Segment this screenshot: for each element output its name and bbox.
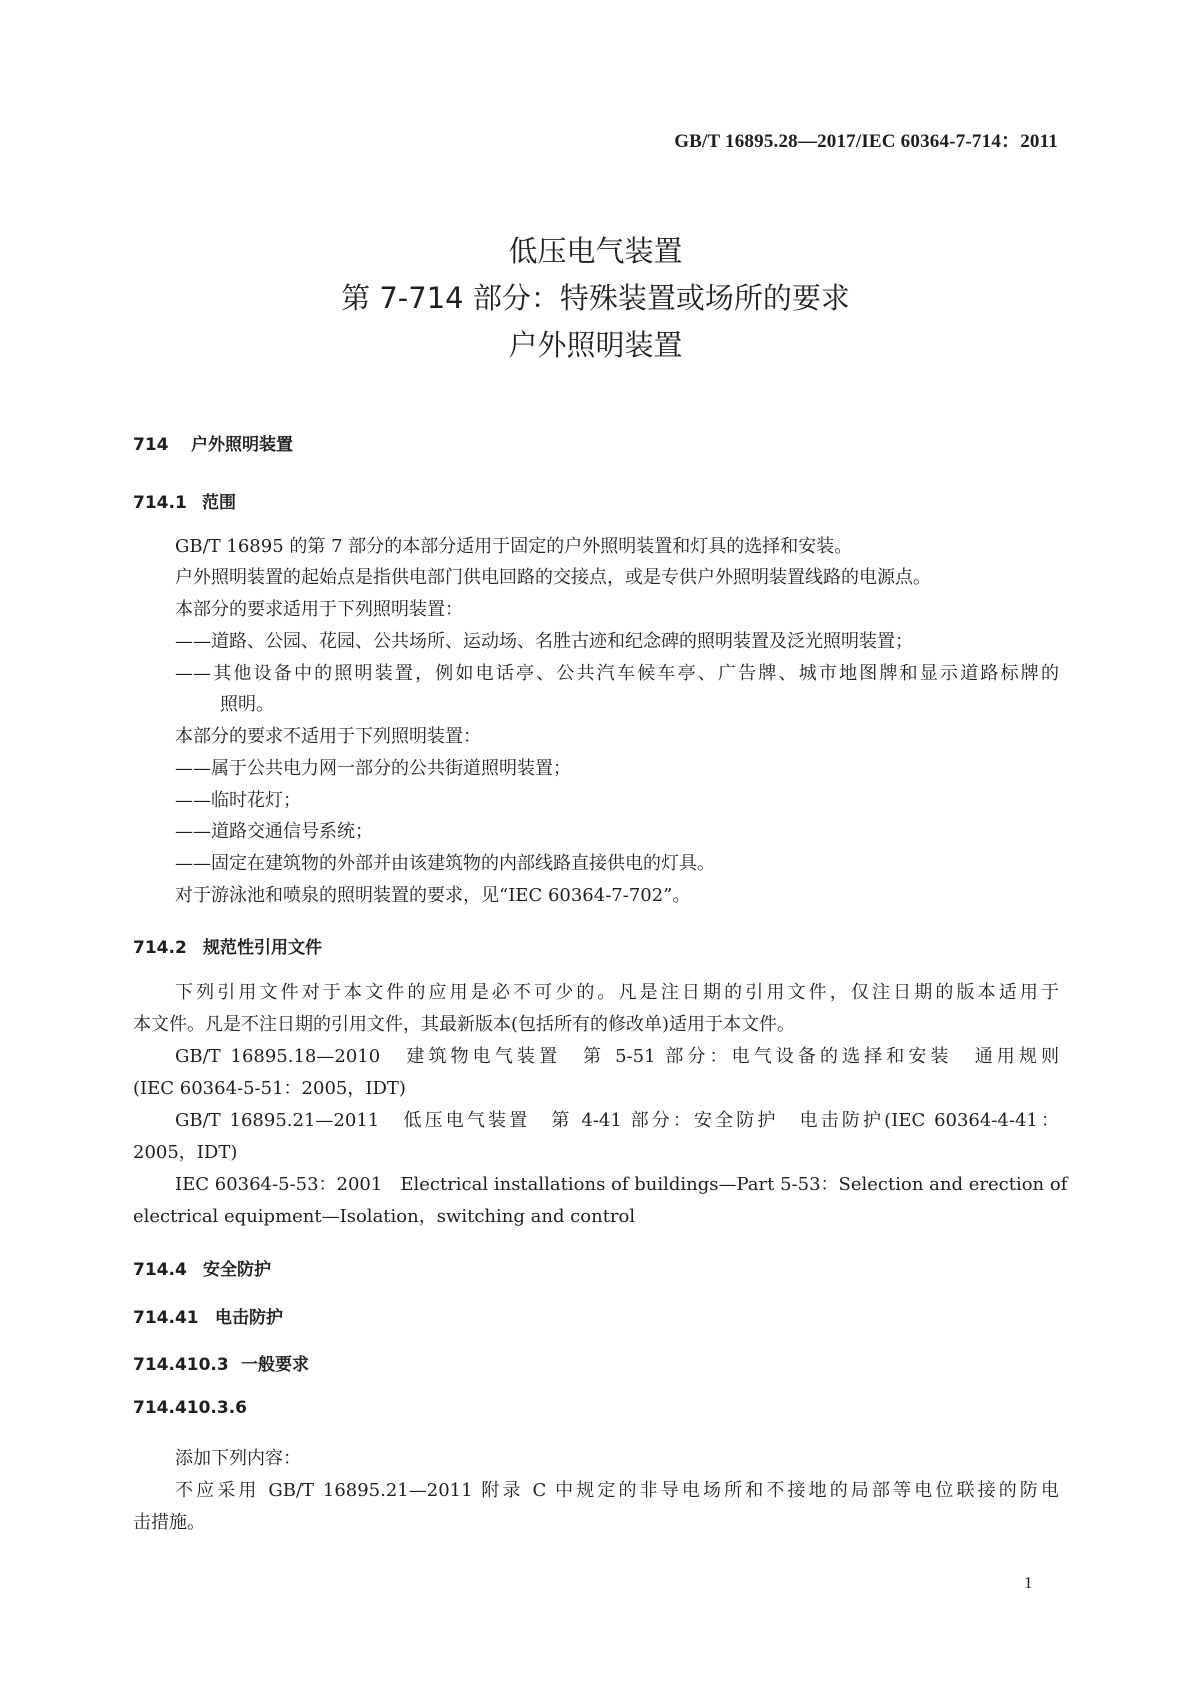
paragraph: 下列引用文件对于本文件的应用是必不可少的。凡是注日期的引用文件，仅注日期的版本适用于 [175,982,1059,1003]
title-line-1: 低压电气装置 [508,234,683,268]
paragraph: 本部分的要求不适用于下列照明装置： [175,726,481,747]
section-heading-714-2 [133,933,322,958]
section-title: 户外照明装置 [191,435,293,455]
section-number: 714.410.3 [133,1355,229,1375]
section-heading-714-410-3-6 [133,1398,247,1418]
page-number: 1 [1024,1573,1033,1592]
title-line-3: 户外照明装置 [508,328,683,362]
reference-item: GB/T 16895.18—2010 建筑物电气装置 第 5-51 部分：电气设备的选择和安装 通用规则 [175,1046,1059,1067]
paragraph: 添加下列内容： [175,1448,301,1469]
section-heading-714 [133,430,293,455]
section-number: 714.41 [133,1308,199,1328]
reference-item-continuation: (IEC 60364-5-51：2005，IDT) [133,1078,406,1099]
paragraph: 本部分的要求适用于下列照明装置： [175,599,463,620]
standard-number: GB/T 16895.28—2017/IEC 60364-7-714：2011 [674,131,1058,152]
section-heading-714-1 [133,488,236,513]
reference-item-continuation: 2005，IDT) [133,1142,238,1163]
list-item: ——道路交通信号系统； [175,821,373,842]
section-title: 安全防护 [203,1260,271,1280]
section-title: 电击防护 [215,1308,283,1328]
paragraph-continuation: 本文件。凡是不注日期的引用文件，其最新版本(包括所有的修改单)适用于本文件。 [133,1014,796,1035]
list-item: ——属于公共电力网一部分的公共街道照明装置； [175,758,571,779]
paragraph: 对于游泳池和喷泉的照明装置的要求，见“IEC 60364-7-702”。 [175,885,691,906]
section-title: 规范性引用文件 [203,938,322,958]
list-item: ——固定在建筑物的外部并由该建筑物的内部线路直接供电的灯具。 [175,853,715,874]
section-number: 714.410.3.6 [133,1398,248,1418]
list-item-continuation: 照明。 [220,694,274,715]
section-number: 714 [133,435,169,455]
section-title: 范围 [202,493,236,513]
section-title: 一般要求 [241,1355,309,1375]
list-item: ——道路、公园、花园、公共场所、运动场、名胜古迹和纪念碑的照明装置及泛光照明装置； [175,631,913,652]
document-title [0,228,1191,369]
section-number: 714.2 [133,938,187,958]
list-item: ——其他设备中的照明装置，例如电话亭、公共汽车候车亭、广告牌、城市地图牌和显示道路标牌的 [175,663,1059,684]
section-number: 714.4 [133,1260,187,1280]
section-heading-714-41 [133,1303,283,1328]
section-heading-714-410-3 [133,1350,309,1375]
section-number: 714.1 [133,493,187,513]
paragraph: GB/T 16895 的第 7 部分的本部分适用于固定的户外照明装置和灯具的选择和安装。 [175,536,853,557]
reference-item: IEC 60364-5-53：2001 Electrical installations of buildings—Part 5-53：Selection and erection of [175,1174,1068,1195]
reference-item: GB/T 16895.21—2011 低压电气装置 第 4-41 部分：安全防护 电击防护(IEC 60364-4-41： [175,1110,1059,1131]
title-line-2: 第 7-714 部分：特殊装置或场所的要求 [341,281,850,315]
section-heading-714-4 [133,1255,271,1280]
paragraph: 户外照明装置的起始点是指供电部门供电回路的交接点，或是专供户外照明装置线路的电源点。 [175,567,931,588]
reference-item-continuation: electrical equipment—Isolation，switching and control [133,1206,636,1227]
paragraph-continuation: 击措施。 [133,1512,205,1533]
paragraph: 不应采用 GB/T 16895.21—2011 附录 C 中规定的非导电场所和不接地的局部等电位联接的防电 [175,1480,1059,1501]
list-item: ——临时花灯； [175,790,301,811]
